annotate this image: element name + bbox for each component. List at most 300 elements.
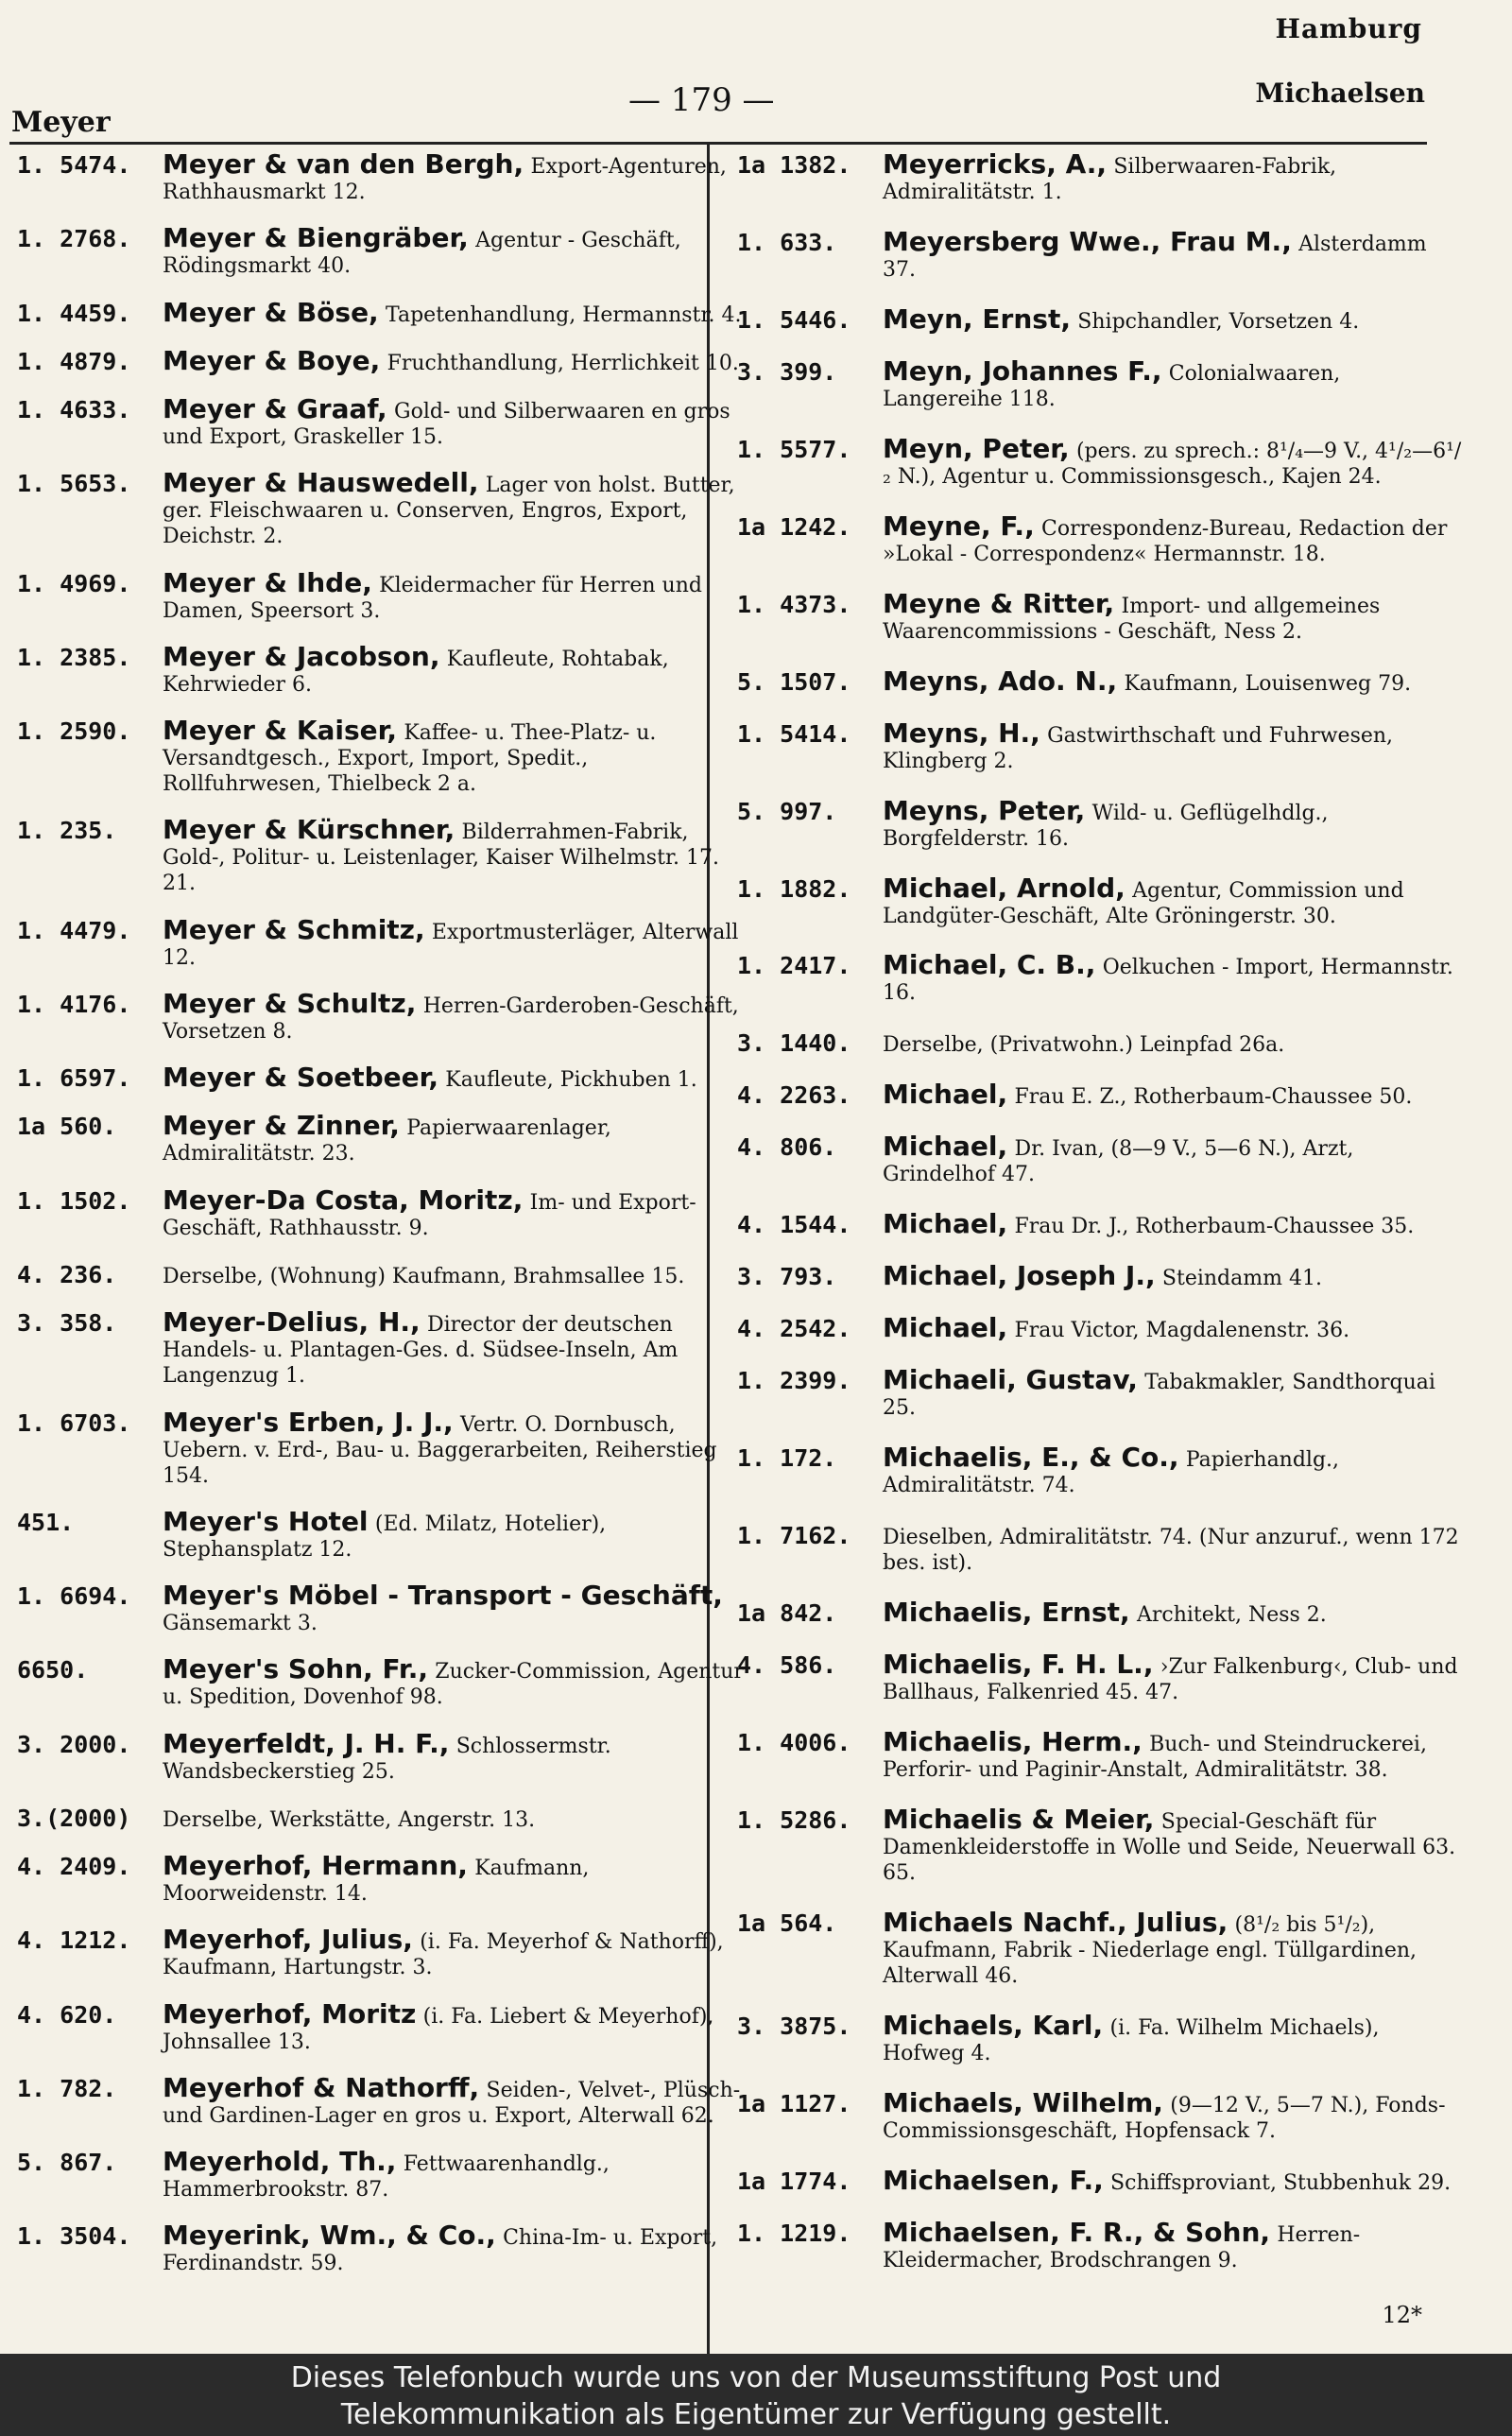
directory-entry: [737, 1906, 1465, 1989]
directory-entry: [17, 1926, 745, 1980]
subscriber-name: Michael,: [883, 1079, 1008, 1111]
subscriber-details: Shipchandler, Vorsetzen 4.: [1077, 309, 1360, 334]
entry-text: [159, 2222, 745, 2276]
phone-number: 1. 5474.: [17, 151, 131, 179]
directory-entry: [17, 393, 745, 450]
phone-number: 1. 633.: [737, 228, 837, 256]
entry-text: [159, 1997, 745, 2055]
subscriber-name: Meyer & Böse,: [163, 296, 379, 328]
entry-text: [159, 913, 745, 971]
subscriber-details: Tapetenhandlung, Hermannstr. 4.: [386, 302, 742, 327]
entry-text: [879, 717, 1465, 774]
phone-number: 1. 782.: [17, 2074, 117, 2102]
directory-entry: [17, 913, 745, 971]
phone-number: 1a 842.: [737, 1599, 837, 1628]
phone-number: 1. 5577.: [737, 435, 851, 463]
directory-entry: [737, 1260, 1465, 1292]
right-column: [737, 148, 1465, 2297]
entry-text: [159, 1926, 745, 1980]
subscriber-details: Kleidermacher für Herren und Damen, Speersort 3.: [163, 573, 702, 623]
directory-entry: [17, 1582, 745, 1636]
subscriber-details: ›Zur Falkenburg‹, Club- und Ballhaus, Falkenried 45. 47.: [883, 1654, 1458, 1704]
entry-text: [159, 1727, 745, 1785]
subscriber-details: Frau Victor, Magdalenenstr. 36.: [1014, 1319, 1350, 1343]
phone-number: 4. 806.: [737, 1133, 837, 1162]
phone-number: 1a 1242.: [737, 512, 851, 541]
subscriber-details: Alsterdamm 37.: [883, 232, 1427, 282]
subscriber-name: Meyer's Möbel - Transport - Geschäft,: [163, 1580, 723, 1612]
directory-entry: [17, 2071, 745, 2129]
entry-text: [879, 1260, 1465, 1292]
phone-number: 3. 358.: [17, 1309, 117, 1338]
subscriber-details: Gastwirthschaft und Fuhrwesen, Klingberg 2.: [883, 723, 1394, 773]
right-keyword: Michaelsen: [1255, 78, 1425, 109]
subscriber-name: Meyne & Ritter,: [883, 587, 1115, 619]
entry-text: [159, 222, 745, 279]
subscriber-name: Meyer & Boye,: [163, 344, 381, 376]
subscriber-name: Michael, Joseph J.,: [883, 1260, 1156, 1292]
entry-text: [159, 467, 745, 549]
subscriber-name: Meyerfeldt, J. H. F.,: [163, 1727, 450, 1759]
entry-text: [159, 1064, 745, 1093]
directory-entry: [737, 1364, 1465, 1421]
entry-text: [159, 1306, 745, 1389]
entry-text: [879, 2086, 1465, 2144]
subscriber-name: Meyer & Kaiser,: [163, 715, 397, 747]
phone-number: 1. 2768.: [17, 225, 131, 253]
directory-entry: [17, 1653, 745, 1710]
phone-number: 4. 2263.: [737, 1081, 851, 1110]
subscriber-details: Kaufmann, Moorweidenstr. 14.: [163, 1857, 590, 1907]
subscriber-name: Michaelis & Meier,: [883, 1803, 1155, 1835]
subscriber-name: Meyer & Schultz,: [163, 987, 417, 1019]
directory-entry: [737, 1648, 1465, 1705]
phone-number: 5. 1507.: [737, 667, 851, 696]
directory-entry: [17, 987, 745, 1045]
subscriber-name: Michaels, Karl,: [883, 2009, 1104, 2041]
entry-text: [879, 432, 1465, 490]
subscriber-name: Meyer & Ihde,: [163, 566, 372, 598]
phone-number: 1. 4633.: [17, 396, 131, 424]
entry-text: [879, 1648, 1465, 1705]
phone-number: 1. 4006.: [737, 1728, 851, 1756]
directory-entry: [737, 148, 1465, 205]
directory-entry: [17, 1110, 745, 1166]
subscriber-name: Meyerink, Wm., & Co.,: [163, 2220, 496, 2252]
directory-entry: [17, 1997, 745, 2055]
directory-entry: [737, 432, 1465, 490]
phone-number: 1. 172.: [737, 1444, 837, 1473]
subscriber-details: China-Im- u. Export, Ferdinandstr. 59.: [163, 2226, 718, 2276]
subscriber-details: Fruchthandlung, Herrlichkeit 10.: [387, 351, 739, 375]
directory-entry: [737, 794, 1465, 852]
phone-number: 1. 4479.: [17, 916, 131, 944]
directory-entry: [737, 1803, 1465, 1886]
entry-text: [159, 1183, 745, 1241]
phone-number: 3. 3875.: [737, 2012, 851, 2040]
subscriber-details: Papierhandlg., Admiralitätstr. 74.: [883, 1448, 1340, 1498]
phone-number: 1. 5653.: [17, 470, 131, 498]
phone-number: 1a 560.: [17, 1113, 117, 1141]
directory-entry: [17, 814, 745, 896]
subscriber-details: Agentur, Commission und Landgüter-Geschäft, Alte Gröningerstr. 30.: [883, 878, 1404, 928]
entry-text: [879, 665, 1465, 697]
directory-entry: [17, 2146, 745, 2203]
entry-text: [879, 1725, 1465, 1783]
header-rule: [9, 142, 1427, 145]
subscriber-name: Michaeli, Gustav,: [883, 1364, 1138, 1396]
footer-line-2: Telekommunikation als Eigentümer zur Verfügung gestellt.: [340, 2398, 1172, 2431]
phone-number: 1a 1774.: [737, 2167, 851, 2195]
subscriber-details: Import- und allgemeines Waarencommissions - Geschäft, Ness 2.: [883, 594, 1381, 644]
subscriber-name: Meyerhof, Hermann,: [163, 1850, 468, 1882]
phone-number: 4. 620.: [17, 2000, 117, 2029]
directory-entry: [737, 2009, 1465, 2066]
subscriber-details: Papierwaarenlager, Admiralitätstr. 23.: [163, 1116, 611, 1166]
phone-number: 1. 5446.: [737, 305, 851, 334]
phone-number: 1. 1882.: [737, 874, 851, 903]
entry-text: [159, 2071, 745, 2129]
entry-text: [879, 1133, 1465, 1187]
directory-entry: [737, 665, 1465, 697]
entry-text: [879, 510, 1465, 567]
directory-entry: [17, 1727, 745, 1785]
subscriber-details: Im- und Export-Geschäft, Rathhausstr. 9.: [163, 1190, 696, 1240]
subscriber-details: Oelkuchen - Import, Hermannstr. 16.: [883, 956, 1453, 1006]
subscriber-name: Meyer & Soetbeer,: [163, 1062, 438, 1094]
subscriber-name: Meyersberg Wwe., Frau M.,: [883, 225, 1292, 257]
subscriber-details: Seiden-, Velvet-, Plüsch- und Gardinen-Lager en gros u. Export, Alterwall 62.: [163, 2078, 741, 2128]
entry-text: [159, 1261, 745, 1289]
phone-number: 1. 6597.: [17, 1064, 131, 1093]
subscriber-details: Gänsemarkt 3.: [163, 1612, 318, 1636]
subscriber-name: Michael,: [883, 1131, 1008, 1163]
directory-entry: [737, 354, 1465, 412]
subscriber-name: Meyerhof, Moritz: [163, 1997, 417, 2030]
entry-text: [879, 794, 1465, 852]
left-keyword: Meyer: [11, 106, 111, 139]
subscriber-name: Meyn, Peter,: [883, 432, 1070, 464]
phone-number: 451.: [17, 1508, 75, 1536]
entry-text: [879, 949, 1465, 1006]
directory-entry: [737, 587, 1465, 645]
subscriber-name: Michaels, Wilhelm,: [883, 2086, 1163, 2118]
subscriber-name: Meyer & Hauswedell,: [163, 467, 479, 499]
subscriber-details: Schiffsproviant, Stubbenhuk 29.: [1110, 2170, 1452, 2195]
subscriber-name: Meyer & Zinner,: [163, 1110, 400, 1142]
phone-number: 1. 6703.: [17, 1408, 131, 1437]
entry-text: [879, 1081, 1465, 1110]
entry-text: [159, 344, 745, 376]
left-column: [17, 148, 745, 2297]
subscriber-name: Michael, C. B.,: [883, 949, 1096, 981]
entry-text: [879, 1906, 1465, 1989]
directory-entry: [17, 222, 745, 279]
phone-number: 1. 4459.: [17, 299, 131, 327]
subscriber-name: Meyer & van den Bergh,: [163, 148, 524, 180]
phone-number: 1. 4373.: [737, 590, 851, 618]
page-number: — 179 —: [628, 81, 775, 119]
phone-number: 1. 2385.: [17, 643, 131, 671]
phone-number: 4. 2542.: [737, 1315, 851, 1343]
subscriber-details: Kaffee- u. Thee-Platz- u. Versandtgesch., Export, Import, Spedit., Rollfuhrwesen, Thielbeck 2 a.: [163, 721, 657, 797]
phone-number: 4. 586.: [737, 1650, 837, 1679]
directory-entry: [737, 949, 1465, 1006]
directory-entry: [17, 2222, 745, 2276]
directory-entry: [737, 1029, 1465, 1058]
phone-number: 3. 793.: [737, 1263, 837, 1291]
entry-text: [159, 717, 745, 797]
subscriber-details: (9—12 V., 5—7 N.), Fonds-Commissionsgeschäft, Hopfensack 7.: [883, 2093, 1446, 2143]
phone-number: 1. 1219.: [737, 2219, 851, 2247]
subscriber-details: (pers. zu sprech.: 8¹/₄—9 V., 4¹/₂—6¹/₂ N.), Agentur u. Commissionsgesch., Kajen 24.: [883, 439, 1462, 489]
directory-entry: [737, 2216, 1465, 2273]
subscriber-name: Meyerhof & Nathorff,: [163, 2071, 480, 2103]
subscriber-details: Derselbe, (Privatwohn.) Leinpfad 26a.: [883, 1033, 1285, 1058]
entry-text: [879, 1803, 1465, 1886]
directory-entry: [737, 225, 1465, 283]
footer-line-1: Dieses Telefonbuch wurde uns von der Museumsstiftung Post und: [290, 2361, 1222, 2394]
subscriber-name: Meyer & Graaf,: [163, 393, 387, 425]
subscriber-name: Meyn, Ernst,: [883, 302, 1071, 335]
subscriber-details: (i. Fa. Liebert & Meyerhof), Johnsallee 13.: [163, 2004, 714, 2054]
subscriber-details: Frau Dr. J., Rotherbaum-Chaussee 35.: [1014, 1215, 1415, 1239]
phone-number: 1a 1382.: [737, 151, 851, 179]
directory-entry: [17, 1805, 745, 1833]
phone-number: 1. 7162.: [737, 1522, 851, 1550]
subscriber-name: Meyne, F.,: [883, 510, 1035, 542]
phone-number: 1. 6694.: [17, 1582, 131, 1611]
entry-text: [159, 640, 745, 698]
directory-entry: [17, 566, 745, 624]
subscriber-details: Exportmusterläger, Alterwall 12.: [163, 920, 739, 970]
entry-text: [159, 1850, 745, 1907]
phone-number: 1. 3504.: [17, 2222, 131, 2251]
subscriber-name: Michaelsen, F.,: [883, 2164, 1104, 2196]
directory-entry: [737, 510, 1465, 567]
subscriber-details: Director der deutschen Handels- u. Plantagen-Ges. d. Südsee-Inseln, Am Langenzug 1.: [163, 1313, 679, 1389]
subscriber-name: Michael, Arnold,: [883, 872, 1125, 904]
entry-text: [879, 302, 1465, 335]
phone-number: 4. 236.: [17, 1260, 117, 1288]
subscriber-details: Fettwaarenhandlg., Hammerbrookstr. 87.: [163, 2152, 610, 2203]
directory-entry: [17, 1064, 745, 1093]
directory-entry: [737, 2164, 1465, 2196]
entry-text: [879, 2216, 1465, 2273]
directory-entry: [737, 1522, 1465, 1576]
entry-text: [879, 1312, 1465, 1344]
subscriber-name: Michaels Nachf., Julius,: [883, 1906, 1228, 1938]
subscriber-details: Export-Agenturen, Rathhausmarkt 12.: [163, 155, 727, 204]
subscriber-details: Dieselben, Admiralitätstr. 74. (Nur anzuruf., wenn 172 bes. ist).: [883, 1526, 1459, 1576]
subscriber-name: Meyer's Sohn, Fr.,: [163, 1653, 428, 1685]
page-signature: 12*: [1382, 2302, 1422, 2328]
subscriber-details: (i. Fa. Meyerhof & Nathorff), Kaufmann, Hartungstr. 3.: [163, 1930, 724, 1980]
entry-text: [159, 814, 745, 896]
subscriber-details: Kaufleute, Pickhuben 1.: [445, 1068, 697, 1093]
subscriber-name: Michaelis, E., & Co.,: [883, 1442, 1179, 1474]
subscriber-name: Meyer & Kürschner,: [163, 814, 455, 846]
directory-entry: [17, 344, 745, 376]
entry-text: [879, 1029, 1465, 1058]
subscriber-details: Herren-Garderoben-Geschäft, Vorsetzen 8.: [163, 993, 739, 1044]
subscriber-details: (Ed. Milatz, Hotelier), Stephansplatz 12.: [163, 1512, 607, 1562]
subscriber-name: Meyer & Biengräber,: [163, 222, 469, 254]
phone-number: 4. 1544.: [737, 1211, 851, 1239]
entry-text: [159, 1582, 745, 1636]
directory-entry: [737, 302, 1465, 335]
directory-entry: [737, 1599, 1465, 1628]
entry-text: [879, 1522, 1465, 1576]
subscriber-name: Meyerhold, Th.,: [163, 2146, 397, 2178]
phone-number: 1. 4176.: [17, 990, 131, 1018]
subscriber-name: Meyer & Schmitz,: [163, 913, 425, 945]
subscriber-name: Meyer & Jacobson,: [163, 640, 440, 672]
subscriber-name: Michaelsen, F. R., & Sohn,: [883, 2216, 1271, 2248]
subscriber-details: Schlossermstr. Wandsbeckerstieg 25.: [163, 1734, 611, 1784]
directory-entry: [737, 872, 1465, 929]
directory-entry: [737, 1133, 1465, 1187]
subscriber-details: Special-Geschäft für Damenkleiderstoffe in Wolle und Seide, Neuerwall 63. 65.: [883, 1809, 1456, 1885]
subscriber-name: Meyns, Ado. N.,: [883, 665, 1118, 697]
subscriber-details: (i. Fa. Wilhelm Michaels), Hofweg 4.: [883, 2015, 1380, 2065]
entry-text: [879, 2009, 1465, 2066]
subscriber-details: Architekt, Ness 2.: [1137, 1603, 1327, 1628]
phone-number: 1. 5286.: [737, 1805, 851, 1834]
phone-number: 1. 2590.: [17, 717, 131, 746]
directory-entry: [737, 1312, 1465, 1344]
entry-text: [879, 1364, 1465, 1421]
directory-entry: [17, 1850, 745, 1907]
entry-text: [879, 2164, 1465, 2196]
subscriber-details: Derselbe, (Wohnung) Kaufmann, Brahmsallee 15.: [163, 1264, 685, 1288]
subscriber-details: Correspondenz-Bureau, Redaction der »Lokal - Correspondenz« Hermannstr. 18.: [883, 516, 1448, 566]
directory-entry: [17, 717, 745, 797]
phone-number: 1a 564.: [737, 1909, 837, 1937]
subscriber-name: Meyer-Delius, H.,: [163, 1306, 421, 1339]
subscriber-details: Wild- u. Geflügelhdlg., Borgfelderstr. 16.: [883, 801, 1329, 851]
phone-number: 1. 5414.: [737, 719, 851, 748]
phone-number: 6650.: [17, 1656, 89, 1684]
phone-number: 1. 1502.: [17, 1186, 131, 1215]
subscriber-name: Meyer's Erben, J. J.,: [163, 1406, 454, 1438]
directory-entry: [737, 1208, 1465, 1240]
subscriber-details: Kaufmann, Louisenweg 79.: [1124, 671, 1412, 696]
entry-text: [879, 872, 1465, 929]
directory-entry: [17, 1261, 745, 1289]
subscriber-name: Meyer-Da Costa, Moritz,: [163, 1183, 524, 1216]
subscriber-details: Gold- und Silberwaaren en gros und Export, Graskeller 15.: [163, 400, 730, 450]
subscriber-details: Dr. Ivan, (8—9 V., 5—6 N.), Arzt, Grindelhof 47.: [883, 1137, 1354, 1187]
phone-number: 1. 4879.: [17, 347, 131, 375]
entry-text: [159, 2146, 745, 2203]
subscriber-details: Colonialwaaren, Langereihe 118.: [883, 361, 1341, 411]
directory-entry: [17, 1505, 745, 1563]
entry-text: [159, 1805, 745, 1833]
attribution-footer: [0, 2354, 1512, 2436]
entry-text: [879, 148, 1465, 205]
phone-number: 4. 2409.: [17, 1853, 131, 1881]
directory-entry: [737, 717, 1465, 774]
subscriber-details: Frau E. Z., Rotherbaum-Chaussee 50.: [1014, 1085, 1413, 1110]
entry-text: [159, 987, 745, 1045]
entry-text: [159, 148, 745, 205]
subscriber-name: Meyns, Peter,: [883, 794, 1086, 826]
subscriber-details: Tabakmakler, Sandthorquai 25.: [883, 1371, 1435, 1421]
entry-text: [879, 354, 1465, 412]
subscriber-name: Meyerhof, Julius,: [163, 1924, 413, 1956]
subscriber-name: Michaelis, Herm.,: [883, 1725, 1143, 1757]
directory-entry: [17, 296, 745, 328]
phone-number: 3. 1440.: [737, 1029, 851, 1058]
entry-text: [879, 1444, 1465, 1498]
directory-entry: [17, 1183, 745, 1241]
phone-number: 3. 2000.: [17, 1730, 131, 1758]
subscriber-details: Vertr. O. Dornbusch, Uebern. v. Erd-, Bau- u. Baggerarbeiten, Reiherstieg 154.: [163, 1412, 717, 1488]
directory-entry: [17, 148, 745, 205]
phone-number: 1. 2399.: [737, 1367, 851, 1395]
subscriber-name: Michaelis, Ernst,: [883, 1597, 1130, 1629]
city-header: Hamburg: [1275, 13, 1422, 44]
entry-text: [879, 1208, 1465, 1240]
entry-text: [159, 1505, 745, 1563]
subscriber-details: (8¹/₂ bis 5¹/₂), Kaufmann, Fabrik - Niederlage engl. Tüllgardinen, Alterwall 46.: [883, 1912, 1418, 1988]
subscriber-name: Michael,: [883, 1312, 1008, 1344]
directory-entry: [737, 1444, 1465, 1498]
directory-entry: [17, 640, 745, 698]
subscriber-name: Meyn, Johannes F.,: [883, 354, 1162, 387]
subscriber-details: Buch- und Steindruckerei, Perforir- und Paginir-Anstalt, Admiralitätstr. 38.: [883, 1732, 1427, 1782]
subscriber-details: Zucker-Commission, Agentur u. Spedition, Dovenhof 98.: [163, 1660, 744, 1710]
directory-entry: [737, 1725, 1465, 1783]
phone-number: 3.(2000): [17, 1804, 131, 1832]
phone-number: 1. 2417.: [737, 952, 851, 980]
entry-text: [159, 1110, 745, 1166]
subscriber-details: Steindamm 41.: [1161, 1267, 1322, 1291]
subscriber-name: Michael,: [883, 1208, 1008, 1240]
directory-entry: [17, 467, 745, 549]
subscriber-details: Lager von holst. Butter, ger. Fleischwaaren u. Conserven, Engros, Export, Deichstr. 2.: [163, 474, 735, 549]
entry-text: [159, 1653, 745, 1710]
phone-number: 4. 1212.: [17, 1926, 131, 1955]
phone-number: 1. 4969.: [17, 569, 131, 597]
subscriber-name: Meyer's Hotel: [163, 1505, 369, 1537]
subscriber-details: Bilderrahmen-Fabrik, Gold-, Politur- u. Leistenlager, Kaiser Wilhelmstr. 17. 21.: [163, 821, 720, 896]
phone-number: 5. 997.: [737, 797, 837, 825]
entry-text: [159, 566, 745, 624]
entry-text: [879, 225, 1465, 283]
subscriber-name: Michaelis, F. H. L.,: [883, 1648, 1154, 1680]
subscriber-details: Agentur - Geschäft, Rödingsmarkt 40.: [163, 229, 681, 279]
directory-entry: [17, 1306, 745, 1389]
entry-text: [159, 393, 745, 450]
directory-entry: [737, 2086, 1465, 2144]
phone-number: 1a 1127.: [737, 2089, 851, 2117]
entry-text: [879, 587, 1465, 645]
subscriber-details: Derselbe, Werkstätte, Angerstr. 13.: [163, 1807, 536, 1832]
entry-text: [159, 296, 745, 328]
subscriber-name: Meyns, H.,: [883, 717, 1040, 749]
phone-number: 3. 399.: [737, 357, 837, 386]
subscriber-name: Meyerricks, A.,: [883, 148, 1108, 180]
directory-entry: [17, 1406, 745, 1489]
directory-entry: [737, 1081, 1465, 1110]
entry-text: [879, 1599, 1465, 1628]
phone-number: 5. 867.: [17, 2149, 117, 2177]
subscriber-details: Kaufleute, Rohtabak, Kehrwieder 6.: [163, 647, 669, 697]
entry-text: [159, 1406, 745, 1489]
subscriber-details: Herren-Kleidermacher, Brodschrangen 9.: [883, 2222, 1361, 2272]
